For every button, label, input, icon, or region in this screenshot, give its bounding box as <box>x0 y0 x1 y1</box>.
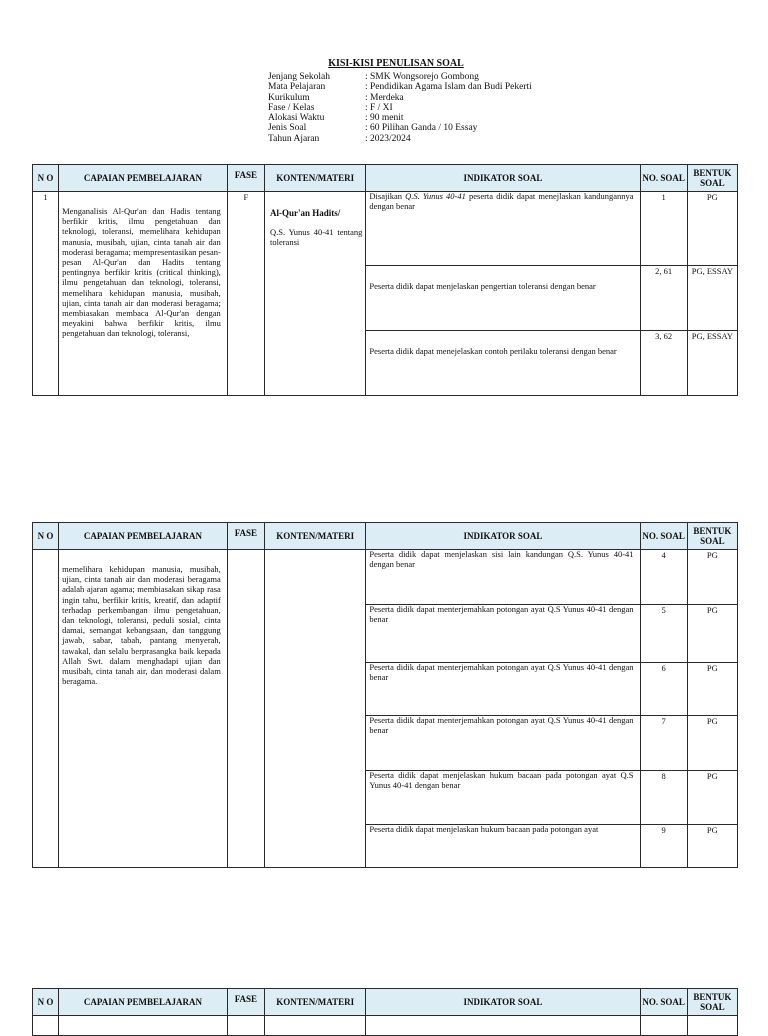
meta-value: : 2023/2024 <box>365 133 411 144</box>
indikator-cell <box>366 663 640 716</box>
header-konten: KONTEN/MATERI <box>264 523 365 550</box>
bentuk-cell: PG <box>687 771 737 825</box>
fase-cell <box>227 1016 264 1036</box>
row-number <box>33 550 59 868</box>
meta-row-kurikulum <box>268 93 532 103</box>
meta-label: Tahun Ajaran <box>268 133 320 144</box>
capaian-text: memelihara kehidupan manusia, musibah, ujian, cinta tanah air dan moderasi beragama adalah ajaran agama; membiasakan sikap rasa ingin tahu, berfikir kritis, kreatif, dan adaptif terhadap perkembangan ilmu pengetahuan, dan teknologi, toleransi, peduli sosial, cinta damai, semangat kebangsaan, dan tanggung jawab, sabar, tabah, pantang menyerah, tawakal, dan selalu berprasangka baik kepada Allah Swt. dalam menghadapi ujian dan musibah, cinta tanah air, dan moderasi dalam beragama. <box>62 564 221 687</box>
fase-cell: F <box>227 192 264 396</box>
indikator-cell <box>366 716 640 771</box>
indikator-text: Peserta didik dapat menterjemahkan potongan ayat Q.S Yunus 40-41 dengan benar <box>369 604 634 624</box>
table-header-row <box>33 989 738 1016</box>
indikator-text: Peserta didik dapat menterjemahkan potongan ayat Q.S Yunus 40-41 dengan benar <box>369 715 634 735</box>
indikator-cell <box>366 331 640 396</box>
capaian-text: Menganalisis Al-Qur'an dan Hadis tentang berfikir kritis, ilmu pengetahuan dan teknologi, toleransi, memelihara kehidupan manusia, musibah, ujian, cinta tanah air dan moderasi beragama; mempresentasikan pesan-pesan Al-Qur'an dan Hadits tentang pentingnya berfikir kritis (critical thinking), ilmu pengetahuan dan teknologi, toleransi, memelihara kehidupan manusia, musibah, ujian, cinta tanah air dan moderasi beragama; membiasakan membaca Al-Qur'an dengan meyakini bahwa berfikir kritis, ilmu pengetahuan dan teknologi, toleransi, <box>62 206 221 339</box>
indikator-cell <box>366 771 640 825</box>
meta-row-jenis-soal <box>268 123 532 133</box>
header-no-soal: NO. SOAL <box>640 523 687 550</box>
indikator-text: Peserta didik dapat menjelaskan hukum bacaan pada potongan ayat <box>369 824 599 834</box>
konten-cell <box>264 192 365 396</box>
metadata-block <box>268 72 532 144</box>
meta-row-tahun <box>268 134 532 144</box>
header-no: N O <box>33 165 59 192</box>
row-number: 1 <box>33 192 59 396</box>
header-bentuk: BENTUK SOAL <box>687 523 737 550</box>
indikator-cell <box>366 266 640 331</box>
no-soal-cell: 1 <box>640 192 687 266</box>
indikator-text: Peserta didik dapat menjelaskan sisi lain kandungan Q.S. Yunus 40-41 dengan benar <box>369 549 634 569</box>
header-no-soal: NO. SOAL <box>640 989 687 1016</box>
indikator-text <box>366 192 639 211</box>
meta-label: Mata Pelajaran <box>268 82 326 93</box>
meta-value: : 60 Pilihan Ganda / 10 Essay <box>365 123 478 134</box>
header-no: N O <box>33 523 59 550</box>
no-soal-cell: 2, 61 <box>640 266 687 331</box>
indikator-cell <box>366 1016 640 1036</box>
konten-cell <box>264 1016 365 1036</box>
meta-row-alokasi <box>268 113 532 123</box>
bentuk-cell: PG, ESSAY <box>687 331 737 396</box>
meta-value: : F / XI <box>365 102 393 113</box>
indikator-cell <box>366 550 640 605</box>
table-header-row <box>33 523 738 550</box>
meta-label: Jenis Soal <box>268 123 307 134</box>
header-indikator: INDIKATOR SOAL <box>366 165 640 192</box>
meta-label: Jenjang Sekolah <box>268 72 331 82</box>
header-capaian: CAPAIAN PEMBELAJARAN <box>59 989 228 1016</box>
header-bentuk: BENTUK SOAL <box>687 989 737 1016</box>
table-row <box>33 550 738 605</box>
no-soal-cell <box>640 1016 687 1036</box>
capaian-cell <box>59 550 228 868</box>
bentuk-cell: PG <box>687 716 737 771</box>
header-fase: FASE <box>227 989 264 1016</box>
header-indikator: INDIKATOR SOAL <box>366 523 640 550</box>
kisi-table-1 <box>32 164 738 396</box>
bentuk-cell: PG <box>687 192 737 266</box>
no-soal-cell: 9 <box>640 825 687 868</box>
meta-label: Alokasi Waktu <box>268 113 325 124</box>
bentuk-cell: PG <box>687 550 737 605</box>
capaian-cell <box>59 1016 228 1036</box>
capaian-cell <box>59 192 228 396</box>
indikator-text-part: Disajikan <box>369 191 406 201</box>
kisi-table-2 <box>32 522 738 868</box>
indikator-text: Peserta didik dapat menjelaskan hukum bacaan pada potongan ayat Q.S Yunus 40-41 dengan benar <box>369 770 634 790</box>
meta-value: : Pendidikan Agama Islam dan Budi Pekerti <box>365 82 532 93</box>
konten-body: Q.S. Yunus 40-41 tentang toleransi <box>269 227 363 247</box>
indikator-text: Peserta didik dapat menejelaskan contoh perilaku toleransi dengan benar <box>369 346 617 356</box>
bentuk-cell: PG <box>687 825 737 868</box>
header-fase: FASE <box>227 523 264 550</box>
header-bentuk: BENTUK SOAL <box>687 165 737 192</box>
indikator-text: Peserta didik dapat menterjemahkan potongan ayat Q.S Yunus 40-41 dengan benar <box>369 662 634 682</box>
no-soal-cell: 5 <box>640 605 687 663</box>
header-capaian: CAPAIAN PEMBELAJARAN <box>59 165 228 192</box>
table-row <box>33 1016 738 1036</box>
indikator-italic-ref: Q.S. Yunus 40-41 <box>405 191 466 201</box>
meta-value: : Merdeka <box>365 92 404 103</box>
bentuk-cell: PG <box>687 663 737 716</box>
konten-heading: Al-Qur'an Hadits/ <box>269 208 341 218</box>
fase-cell <box>227 550 264 868</box>
meta-row-jenjang <box>268 72 532 82</box>
header-konten: KONTEN/MATERI <box>264 989 365 1016</box>
no-soal-cell: 6 <box>640 663 687 716</box>
indikator-cell <box>366 605 640 663</box>
header-indikator: INDIKATOR SOAL <box>366 989 640 1016</box>
header-no: N O <box>33 989 59 1016</box>
bentuk-cell <box>687 1016 737 1036</box>
table-row <box>33 192 738 266</box>
header-fase: FASE <box>227 165 264 192</box>
header-no-soal: NO. SOAL <box>640 165 687 192</box>
document-title: KISI-KISI PENULISAN SOAL <box>328 58 464 69</box>
indikator-cell <box>366 192 640 266</box>
no-soal-cell: 4 <box>640 550 687 605</box>
indikator-cell <box>366 825 640 868</box>
table-header-row <box>33 165 738 192</box>
kisi-table-3 <box>32 988 738 1036</box>
no-soal-cell: 7 <box>640 716 687 771</box>
bentuk-cell: PG <box>687 605 737 663</box>
meta-value: : 90 menit <box>365 113 404 124</box>
meta-label: Kurikulum <box>268 92 310 103</box>
row-number <box>33 1016 59 1036</box>
indikator-text: Peserta didik dapat menjelaskan pengertian toleransi dengan benar <box>369 281 596 291</box>
bentuk-cell: PG, ESSAY <box>687 266 737 331</box>
meta-value: : SMK Wongsorejo Gombong <box>365 72 479 82</box>
no-soal-cell: 3, 62 <box>640 331 687 396</box>
meta-row-fase-kelas <box>268 103 532 113</box>
meta-row-mapel <box>268 82 532 92</box>
header-konten: KONTEN/MATERI <box>264 165 365 192</box>
konten-cell <box>264 550 365 868</box>
header-capaian: CAPAIAN PEMBELAJARAN <box>59 523 228 550</box>
no-soal-cell: 8 <box>640 771 687 825</box>
meta-label: Fase / Kelas <box>268 102 315 113</box>
indikator-text-part: peserta didik dapat menejlaskan kandungannya dengan benar <box>369 191 634 211</box>
